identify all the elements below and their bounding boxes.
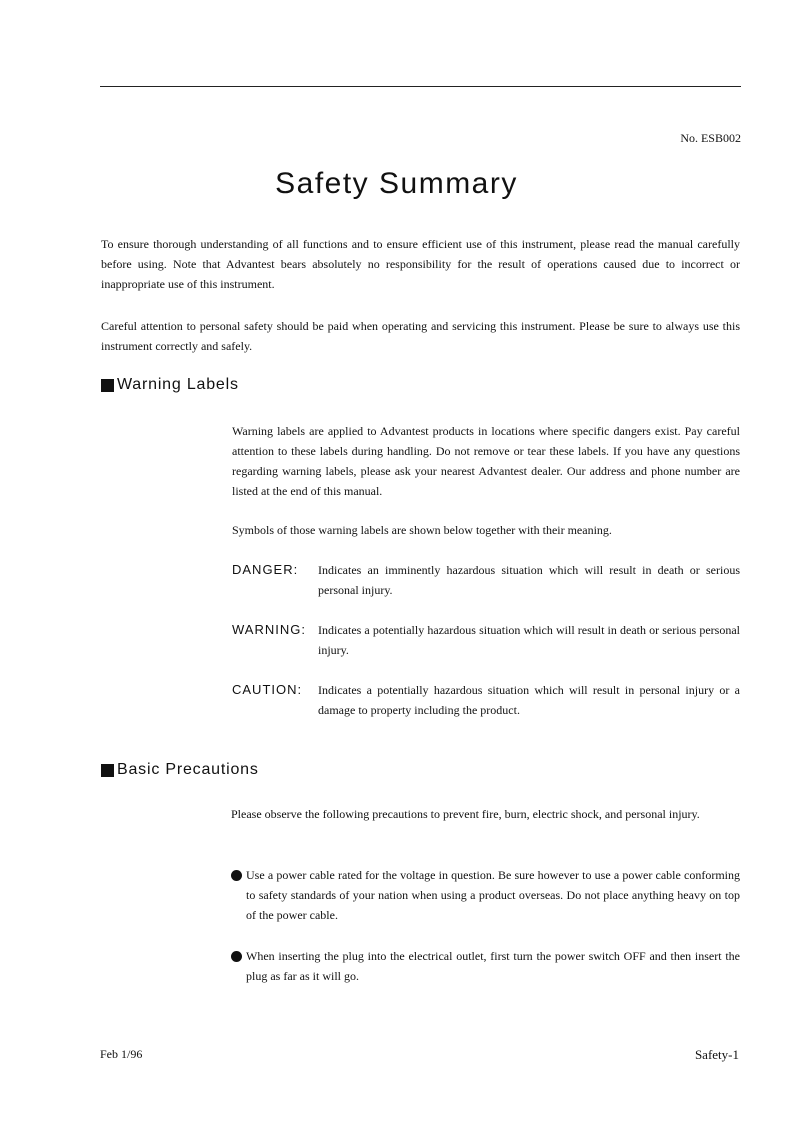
label-term: CAUTION: [232, 682, 303, 697]
label-term: DANGER: [232, 562, 299, 577]
section-heading-text: Warning Labels [117, 376, 239, 393]
page-title: Safety Summary [275, 167, 518, 200]
precaution-text: Use a power cable rated for the voltage in question. Be sure however to use a power cable conforming to safety standards of your nation when using a product overseas. Do not place anything heavy on top of the power cable. [246, 868, 740, 922]
square-bullet-icon [101, 379, 114, 392]
section-heading-text: Basic Precautions [117, 761, 259, 778]
square-bullet-icon [101, 764, 114, 777]
warning-labels-paragraph-2: Symbols of those warning labels are shown below together with their meaning. [232, 523, 612, 537]
label-description: Indicates an imminently hazardous situation which will result in death or serious personal injury. [318, 563, 740, 597]
footer-page-number: Safety-1 [694, 1047, 739, 1062]
header-rule [100, 86, 741, 87]
precaution-item [231, 865, 740, 925]
bullet-dot-icon [231, 951, 242, 962]
intro-paragraph-2: Careful attention to personal safety should be paid when operating and servicing this instrument. Please be sure to always use this instrument correctly and safely. [101, 319, 740, 353]
warning-labels-paragraph-1: Warning labels are applied to Advantest products in locations where specific dangers exist. Pay careful attention to these labels during handling. Do not remove or tear these labels. If you have any questions regarding warning labels, please ask your nearest Advantest dealer. Our address and phone number are listed at the end of this manual. [232, 424, 740, 498]
intro-paragraph-1: To ensure thorough understanding of all functions and to ensure efficient use of this instrument, please read the manual carefully before using. Note that Advantest bears absolutely no responsibility for the result of operations caused due to incorrect or inappropriate use of this instrument. [101, 237, 740, 291]
label-term: WARNING: [232, 622, 306, 637]
basic-precautions-intro: Please observe the following precautions to prevent fire, burn, electric shock, and personal injury. [231, 807, 700, 821]
label-description: Indicates a potentially hazardous situation which will result in personal injury or a damage to property including the product. [318, 683, 740, 717]
label-description: Indicates a potentially hazardous situation which will result in death or serious personal injury. [318, 623, 740, 657]
section-heading-warning-labels [101, 376, 239, 394]
footer-date: Feb 1/96 [100, 1047, 143, 1061]
precaution-item [231, 946, 740, 986]
document-number: No. ESB002 [680, 131, 741, 145]
section-heading-basic-precautions [101, 761, 259, 779]
bullet-dot-icon [231, 870, 242, 881]
precaution-text: When inserting the plug into the electrical outlet, first turn the power switch OFF and then insert the plug as far as it will go. [246, 949, 740, 983]
